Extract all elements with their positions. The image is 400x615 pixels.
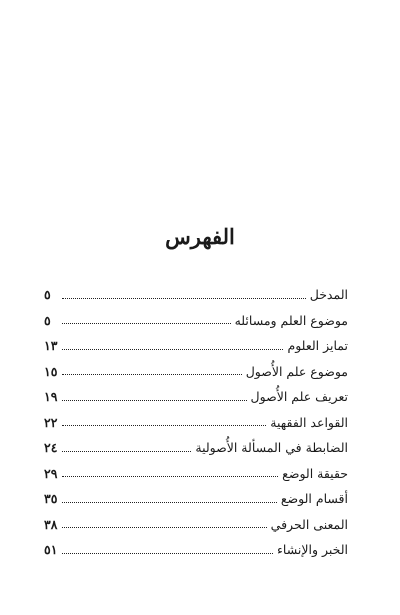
dot-leader <box>62 323 231 324</box>
toc-page-number: ٢٩ <box>44 465 58 481</box>
toc-page-number: ٢٤ <box>44 440 58 455</box>
dot-leader <box>62 553 273 554</box>
toc-page-number: ١٩ <box>44 389 58 404</box>
toc-entry-title: حقيقة الوضع <box>282 465 348 481</box>
toc-entry <box>44 531 348 557</box>
toc-entry-title: الخبر والإنشاء <box>277 542 348 557</box>
toc-entry-title: تمايز العلوم <box>287 338 348 353</box>
page-title: الفهرس <box>165 224 235 249</box>
toc-entry <box>44 429 348 455</box>
toc-entry <box>44 353 348 379</box>
toc-entry <box>44 506 348 532</box>
toc-entry-title: المعنى الحرفي <box>270 516 348 532</box>
toc-entry-title: الضابطة في المسألة الأُصولية <box>195 440 348 455</box>
table-of-contents <box>44 276 348 557</box>
toc-entry <box>44 455 348 481</box>
dot-leader <box>62 451 191 452</box>
toc-entry <box>44 480 348 506</box>
toc-entry <box>44 404 348 430</box>
dot-leader <box>62 502 277 503</box>
dot-leader <box>62 374 242 375</box>
dot-leader <box>62 298 306 299</box>
toc-entry <box>44 302 348 328</box>
toc-entry-title: أقسام الوضع <box>280 491 348 506</box>
dot-leader <box>62 349 283 350</box>
toc-page-number: ٢٢ <box>44 414 58 430</box>
toc-page-number: ٥ <box>44 312 51 328</box>
dot-leader <box>62 476 278 477</box>
toc-entry <box>44 327 348 353</box>
toc-entry <box>44 276 348 302</box>
toc-page-number: ١٥ <box>44 363 58 379</box>
toc-entry <box>44 378 348 404</box>
toc-entry-title: المدخل <box>309 287 348 302</box>
dot-leader <box>62 527 267 528</box>
toc-entry-title: تعريف علم الأُصول <box>250 389 348 404</box>
toc-entry-title: موضوع علم الأُصول <box>245 363 348 379</box>
toc-page-number: ١٣ <box>44 338 58 353</box>
toc-page-number: ٣٥ <box>44 491 58 506</box>
dot-leader <box>62 425 266 426</box>
toc-page-number: ٥ <box>44 287 51 302</box>
toc-page-number: ٥١ <box>44 542 58 557</box>
toc-page-number: ٣٨ <box>44 516 58 532</box>
toc-entry-title: القواعد الفقهية <box>270 414 348 430</box>
toc-entry-title: موضوع العلم ومسائله <box>234 312 348 328</box>
dot-leader <box>62 400 247 401</box>
